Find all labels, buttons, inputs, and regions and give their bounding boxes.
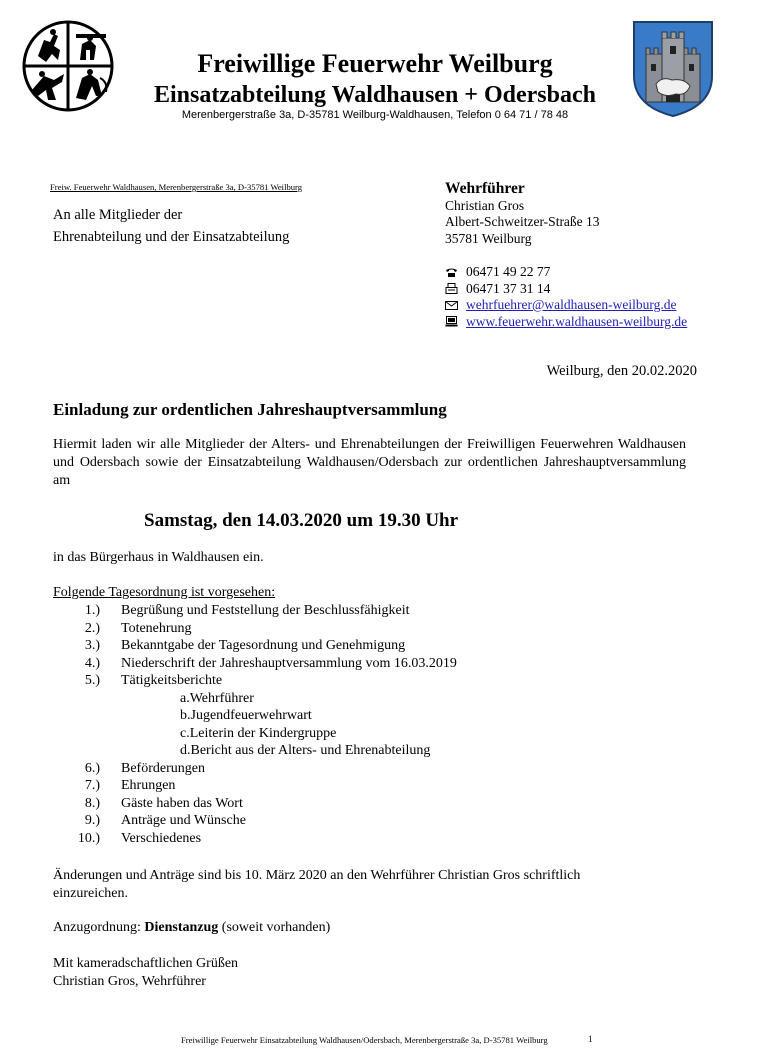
letter-date: Weilburg, den 20.02.2020 — [546, 363, 697, 379]
wehrfuehrer-title: Wehrführer — [445, 180, 525, 197]
letter-heading: Einladung zur ordentlichen Jahreshauptversammlung — [53, 400, 447, 419]
agenda-item-number: 8.) — [84, 795, 100, 811]
header-subtitle: Einsatzabteilung Waldhausen + Odersbach — [153, 82, 596, 108]
agenda-item-number: 7.) — [84, 778, 100, 793]
website-link[interactable]: www.feuerwehr.waldhausen-weilburg.de — [466, 313, 688, 329]
web-row — [445, 314, 687, 331]
dress-code — [53, 920, 330, 936]
agenda-subitem-text: b.Jugendfeuerwehrwart — [180, 708, 312, 723]
dress-code-note: (soweit vorhanden) — [218, 920, 331, 935]
closing-block — [53, 955, 238, 991]
agenda-item-number: 3.) — [84, 638, 100, 653]
changes-paragraph: Änderungen und Anträge sind bis 10. März 2020 an den Wehrführer Christian Gros schriftlich einzureichen. — [53, 868, 581, 901]
closing-signature: Christian Gros, Wehrführer — [53, 974, 206, 989]
agenda-item-text: Bekanntgabe der Tagesordnung und Genehmigung — [121, 638, 406, 653]
phone-number: 06471 49 22 77 — [466, 264, 551, 279]
agenda-item-text: Beförderungen — [121, 760, 205, 776]
phone-icon — [445, 267, 458, 278]
firefighter-emblem-icon — [20, 20, 116, 112]
sender-address-line: Freiw. Feuerwehr Waldhausen, Merenbergerstraße 3a, D-35781 Weilburg — [50, 182, 303, 192]
closing-greeting: Mit kameradschaftlichen Grüßen — [53, 956, 239, 971]
page-number: 1 — [588, 1034, 593, 1044]
agenda-item-text: Tätigkeitsberichte — [121, 673, 223, 688]
agenda-item-text: Niederschrift der Jahreshauptversammlung vom 16.03.2019 — [121, 655, 457, 671]
dress-code-label: Anzugordnung: — [53, 920, 145, 935]
agenda-item-number: 2.) — [84, 620, 100, 636]
agenda-item-text: Begrüßung und Feststellung der Beschlussfähigkeit — [121, 603, 410, 618]
event-datetime: Samstag, den 14.03.2020 um 19.30 Uhr — [144, 510, 459, 531]
wehrfuehrer-street: Albert-Schweitzer-Straße 13 — [445, 214, 600, 229]
phone-row — [445, 264, 687, 281]
agenda-item-text: Totenehrung — [121, 620, 192, 636]
header-address: Merenbergerstraße 3a, D-35781 Weilburg-Waldhausen, Telefon 0 64 71 / 78 48 — [181, 109, 569, 121]
dress-code-value: Dienstanzug — [144, 920, 219, 935]
coat-of-arms-icon — [632, 20, 714, 118]
wehrfuehrer-name: Christian Gros — [445, 197, 525, 213]
event-place: in das Bürgerhaus in Waldhausen ein. — [53, 550, 264, 565]
recipient-block — [53, 204, 289, 248]
page-footer: Freiwillige Feuerwehr Einsatzabteilung Waldhausen/Odersbach, Merenbergerstraße 3a, D-35781 Weilburg — [181, 1035, 548, 1045]
recipient-line: An alle Mitglieder der — [53, 207, 183, 223]
header-title: Freiwillige Feuerwehr Weilburg — [197, 49, 553, 78]
agenda-item-text: Anträge und Wünsche — [121, 813, 246, 828]
wehrfuehrer-block — [445, 181, 600, 247]
agenda-subitem-text: c.Leiterin der Kindergruppe — [180, 725, 337, 741]
contact-block — [445, 264, 687, 330]
fax-number: 06471 37 31 14 — [466, 280, 551, 296]
agenda-item-number: 1.) — [84, 603, 100, 618]
agenda-item-text: Ehrungen — [121, 778, 176, 793]
agenda-item-text: Verschiedenes — [121, 830, 202, 846]
agenda-item-number: 10.) — [77, 830, 100, 846]
agenda-subitem-text: a.Wehrführer — [180, 690, 254, 706]
intro-paragraph: Hiermit laden wir alle Mitglieder der Alters- und Ehrenabteilungen der Freiwilligen Feuerwehren Waldhausen und Odersbach sowie der Einsatzabteilung Waldhausen/Odersbach zur ordentlichen Jahreshauptversammlung am — [53, 437, 686, 488]
agenda-item-number: 9.) — [84, 813, 100, 828]
wehrfuehrer-city: 35781 Weilburg — [445, 230, 532, 246]
email-row — [445, 297, 687, 314]
email-icon — [445, 300, 458, 311]
email-link[interactable]: wehrfuehrer@waldhausen-weilburg.de — [466, 297, 677, 312]
agenda-item-number: 5.) — [84, 673, 100, 688]
fax-row — [445, 281, 687, 298]
agenda-title: Folgende Tagesordnung ist vorgesehen: — [53, 585, 276, 600]
agenda-subitem-text: d.Bericht aus der Alters- und Ehrenabteilung — [180, 743, 431, 758]
computer-icon — [445, 316, 458, 327]
agenda-item-number: 6.) — [84, 760, 100, 776]
recipient-line: Ehrenabteilung und der Einsatzabteilung — [53, 229, 290, 245]
agenda-item-number: 4.) — [84, 655, 100, 671]
agenda-item-text: Gäste haben das Wort — [121, 795, 243, 811]
fax-icon — [445, 283, 458, 294]
